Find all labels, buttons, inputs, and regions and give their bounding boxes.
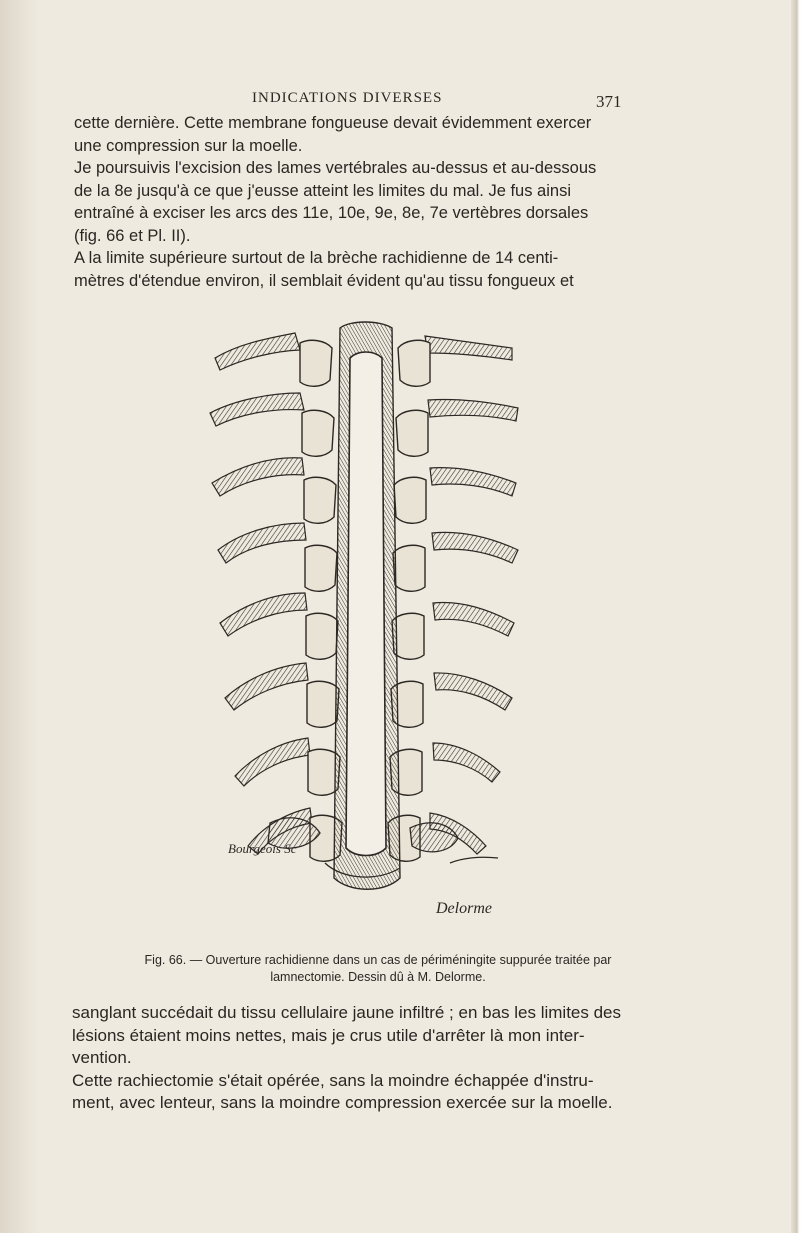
spine-illustration	[200, 318, 530, 943]
signature-engraver: Bourgeois Sc	[228, 841, 297, 856]
page-number: 371	[596, 92, 622, 111]
text-line: sanglant succédait du tissu cellulaire jaune infiltré ; en bas les limites des	[72, 1003, 622, 1022]
text-line: A la limite supérieure surtout de la brèche rachidienne de 14 centi-	[74, 249, 559, 267]
text-line: ment, avec lenteur, sans la moindre compression exercée sur la moelle.	[72, 1093, 613, 1112]
text-line: lésions étaient moins nettes, mais je crus utile d'arrêter là mon inter-	[72, 1025, 585, 1045]
caption-line: lamnectomie. Dessin dû à M. Delorme.	[270, 970, 486, 984]
dura-mater	[346, 352, 386, 856]
page-edge	[791, 0, 801, 1233]
running-head: INDICATIONS DIVERSES	[252, 90, 443, 106]
body-text-bottom	[72, 1002, 657, 1115]
ribs-right	[425, 336, 518, 854]
text-line: vention.	[72, 1048, 132, 1067]
text-line: Je poursuivis l'excision des lames vertébrales au-dessus et au-dessous	[74, 159, 597, 177]
caption-line: Fig. 66. — Ouverture rachidienne dans un cas de périméningite suppurée traitée par	[144, 953, 612, 967]
spinal-canal	[334, 322, 400, 889]
text-line: cette dernière. Cette membrane fongueuse devait évidemment exercer	[74, 114, 592, 132]
text-line: de la 8e jusqu'à ce que j'eusse atteint les limites du mal. Je fus ainsi	[74, 181, 571, 200]
text-line: une compression sur la moelle.	[74, 136, 303, 155]
figure-caption	[98, 952, 658, 986]
text-line: entraîné à exciser les arcs des 11e, 10e, 9e, 8e, 7e vertèbres dorsales	[74, 204, 589, 222]
page-header	[0, 90, 801, 114]
spine-drawing	[200, 318, 530, 943]
text-line: Cette rachiectomie s'était opérée, sans la moindre échappée d'instru-	[72, 1070, 594, 1090]
page-shadow	[0, 0, 40, 1233]
text-line: mètres d'étendue environ, il semblait évident qu'au tissu fongueux et	[74, 271, 574, 290]
signature-artist: Delorme	[436, 900, 492, 917]
ribs-left	[210, 333, 312, 854]
body-text-top	[74, 112, 656, 292]
text-line: (fig. 66 et Pl. II).	[74, 226, 191, 245]
